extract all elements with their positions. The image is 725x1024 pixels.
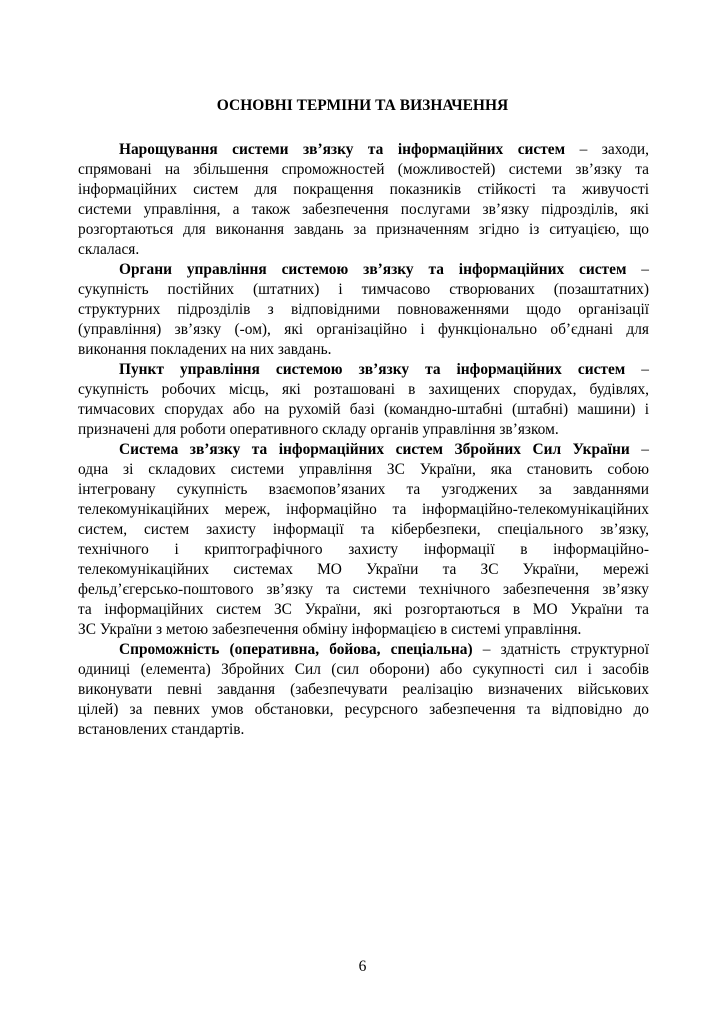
definition-4-line-2: одна зі складових системи управління ЗС України, яка становить собою bbox=[78, 461, 649, 478]
definition-2-line-3: структурних підрозділів з відповідними повноваженнями щодо організації bbox=[78, 301, 649, 318]
definition-2-line-2: сукупність постійних (штатних) і тимчасово створюваних (позаштатних) bbox=[78, 281, 649, 298]
page-title: ОСНОВНІ ТЕРМІНИ ТА ВИЗНАЧЕННЯ bbox=[216, 97, 509, 114]
definition-2-term: Органи управління системою зв’язку та інформаційних систем bbox=[119, 261, 627, 278]
definition-1-line-5: розгортаються для виконання завдань за призначенням згідно із ситуацією, що bbox=[78, 221, 649, 238]
definition-2-line-5: виконання покладених на них завдань. bbox=[78, 341, 332, 358]
definition-5-line-1 bbox=[119, 640, 649, 660]
definition-2-line-4: (управління) зв’язку (-ом), які організаційно і функціонально об’єднані для bbox=[78, 321, 649, 338]
definition-5-line-3: виконувати певні завдання (забезпечувати реалізацію визначених військових bbox=[78, 681, 649, 698]
definition-1-line-3: інформаційних систем для покращення показників стійкості та живучості bbox=[78, 181, 649, 198]
definition-4-line-3: інтегровану сукупність взаємопов’язаних та узгоджених за завданнями bbox=[78, 481, 649, 498]
definition-1-line-6: склалася. bbox=[78, 241, 140, 258]
definition-1-line-4: системи управління, а також забезпечення послугами зв’язку підрозділів, які bbox=[78, 201, 649, 218]
definition-4-line-7: телекомунікаційних системах МО України та ЗС України, мережі bbox=[78, 561, 649, 578]
definition-5-line-4: цілей) за певних умов обстановки, ресурсного забезпечення та відповідно до bbox=[78, 701, 649, 718]
definition-5-line-5: встановлених стандартів. bbox=[78, 721, 245, 738]
definition-4-line-9: та інформаційних систем ЗС України, які розгортаються в МО України та bbox=[78, 601, 649, 618]
definition-3-line-1 bbox=[119, 360, 649, 380]
definition-3-line-4: призначені для роботи оперативного складу органів управління зв’язком. bbox=[78, 421, 559, 438]
definition-4-line-10: ЗС України з метою забезпечення обміну інформацією в системі управління. bbox=[78, 621, 582, 638]
definition-4-text: – bbox=[629, 441, 649, 458]
definition-3-line-3: тимчасових спорудах або на рухомій базі (командно-штабні (штабні) машини) і bbox=[78, 401, 649, 418]
definition-4-term: Система зв’язку та інформаційних систем Збройних Сил України bbox=[119, 441, 630, 458]
definition-5-line-2: одиниці (елемента) Збройних Сил (сил оборони) або сукупності сил і засобів bbox=[78, 661, 649, 678]
definition-2-line-1 bbox=[119, 260, 649, 280]
definition-3-line-2: сукупність робочих місць, які розташовані в захищених спорудах, будівлях, bbox=[78, 381, 649, 398]
definition-4-line-6: технічного і криптографічного захисту інформації в інформаційно- bbox=[78, 541, 649, 558]
definition-5-text: – здатність структурної bbox=[472, 641, 649, 658]
definition-1-line-2: спрямовані на збільшення спроможностей (можливостей) системи зв’язку та bbox=[78, 161, 649, 178]
definition-4-line-1 bbox=[119, 440, 649, 460]
definition-4-line-5: систем, систем захисту інформації та кібербезпеки, спеціального зв’язку, bbox=[78, 521, 649, 538]
page-number: 6 bbox=[358, 958, 367, 975]
definition-1-term: Нарощування системи зв’язку та інформаційних систем bbox=[119, 141, 566, 158]
definition-1-text: – заходи, bbox=[565, 141, 649, 158]
definition-1-line-1 bbox=[119, 140, 649, 160]
definition-3-term: Пункт управління системою зв’язку та інформаційних систем bbox=[119, 361, 626, 378]
definition-4-line-8: фельд’єгерсько-поштового зв’язку та системи технічного забезпечення зв’язку bbox=[78, 581, 649, 598]
definition-4-line-4: телекомунікаційних мереж, інформаційно та інформаційно-телекомунікаційних bbox=[78, 501, 649, 518]
definition-2-text: – bbox=[626, 261, 649, 278]
definition-5-term: Спроможність (оперативна, бойова, спеціальна) bbox=[119, 641, 473, 658]
definition-3-text: – bbox=[625, 361, 649, 378]
